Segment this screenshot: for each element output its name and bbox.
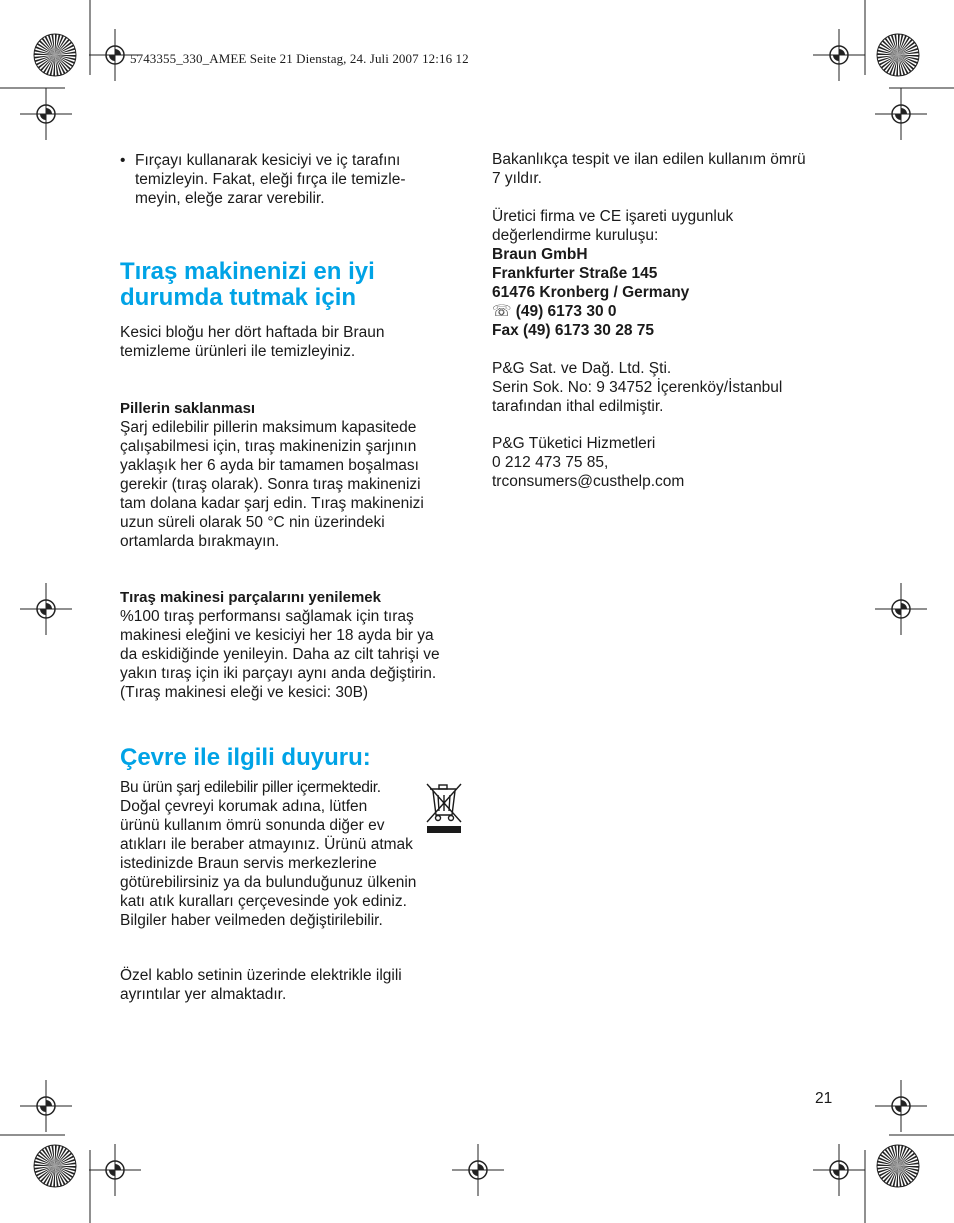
company-name: Braun GmbH xyxy=(492,246,588,263)
environment-heading: Çevre ile ilgili duyuru: xyxy=(120,744,371,771)
heading-line: Tıraş makinenizi en iyi xyxy=(120,258,375,285)
battery-line: ortamlarda bırakmayın. xyxy=(120,533,280,550)
company-phone: ☏ (49) 6173 30 0 xyxy=(492,303,617,320)
environment-line: Bu ürün şarj edilebilir piller içermektedir. xyxy=(120,779,381,796)
lifetime-line: 7 yıldır. xyxy=(492,170,542,187)
battery-line: uzun süreli olarak 50 °C nin üzerindeki xyxy=(120,514,385,531)
crossed-out-wheeled-bin-icon xyxy=(424,781,464,835)
registration-mark-icon xyxy=(875,88,927,140)
registration-mark-icon xyxy=(452,1144,504,1196)
battery-section xyxy=(120,399,470,551)
cable-note xyxy=(120,966,470,1004)
battery-line: gerekir (tıraş olarak). Sonra tıraş makinenizi xyxy=(120,476,421,493)
battery-line: Şarj edilebilir pillerin maksimum kapasitede xyxy=(120,419,417,436)
importer-line: Serin Sok. No: 9 34752 İçerenköy/İstanbul xyxy=(492,379,783,396)
battery-title: Pillerin saklanması xyxy=(120,400,256,417)
bullet-line: temizleyin. Fakat, eleği fırça ile temizle- xyxy=(135,171,406,188)
manufacturer-block xyxy=(492,207,852,340)
lifetime-note xyxy=(492,150,852,188)
registration-mark-icon xyxy=(813,1144,865,1196)
environment-line: istedinizde Braun servis merkezlerine xyxy=(120,855,377,872)
parts-line: yakın tıraş için iki parçayı aynı anda değiştirin. xyxy=(120,665,437,682)
bullet-line: meyin, eleğe zarar verebilir. xyxy=(135,190,325,207)
bullet-marker: • xyxy=(120,152,126,169)
service-phone: 0 212 473 75 85, xyxy=(492,454,609,471)
parts-line: (Tıraş makinesi eleği ve kesici: 30B) xyxy=(120,684,369,701)
color-calibration-starburst-icon xyxy=(34,1145,76,1187)
company-street: Frankfurter Straße 145 xyxy=(492,265,658,282)
parts-section xyxy=(120,588,470,702)
company-city: 61476 Kronberg / Germany xyxy=(492,284,690,301)
cleaning-bullet xyxy=(120,151,460,208)
registration-mark-icon xyxy=(20,583,72,635)
registration-mark-icon xyxy=(875,583,927,635)
importer-line: P&G Sat. ve Dağ. Ltd. Şti. xyxy=(492,360,672,377)
battery-line: çalışabilmesi için, tıraş makinenizin şarjının xyxy=(120,438,417,455)
manufacturer-intro-line: Üretici firma ve CE işareti uygunluk xyxy=(492,208,734,225)
color-calibration-starburst-icon xyxy=(34,34,76,76)
bullet-line: Fırçayı kullanarak kesiciyi ve iç tarafını xyxy=(135,152,401,169)
parts-line: makinesi eleğini ve kesiciyi her 18 ayda bir ya xyxy=(120,627,434,644)
registration-mark-icon xyxy=(813,29,865,81)
page-number: 21 xyxy=(815,1090,833,1107)
environment-line: götürebilirsiniz ya da bulunduğunuz ülkenin xyxy=(120,874,417,891)
service-line: P&G Tüketici Hizmetleri xyxy=(492,435,656,452)
battery-line: tam dolana kadar şarj edin. Tıraş makinenizi xyxy=(120,495,424,512)
company-fax: Fax (49) 6173 30 28 75 xyxy=(492,322,655,339)
importer-block xyxy=(492,359,852,416)
registration-mark-icon xyxy=(89,1144,141,1196)
color-calibration-starburst-icon xyxy=(877,1145,919,1187)
registration-mark-icon xyxy=(20,1080,72,1132)
lifetime-line: Bakanlıkça tespit ve ilan edilen kullanım ömrü xyxy=(492,151,806,168)
cable-note-line: Özel kablo setinin üzerinde elektrikle ilgili xyxy=(120,967,402,984)
importer-line: tarafından ithal edilmiştir. xyxy=(492,398,664,415)
maintenance-heading xyxy=(120,259,470,311)
intro-line: Kesici bloğu her dört haftada bir Braun xyxy=(120,324,385,341)
parts-line: %100 tıraş performansı sağlamak için tıraş xyxy=(120,608,414,625)
maintenance-intro xyxy=(120,323,470,361)
environment-line: Doğal çevreyi korumak adına, lütfen xyxy=(120,798,368,815)
color-calibration-starburst-icon xyxy=(877,34,919,76)
environment-text xyxy=(120,778,470,930)
environment-line: katı atık kuralları çerçevesinde yok ediniz. xyxy=(120,893,407,910)
heading-line: durumda tutmak için xyxy=(120,284,357,311)
environment-line: atıkları ile beraber atmayınız. Ürünü atmak xyxy=(120,836,413,853)
intro-line: temizleme ürünleri ile temizleyiniz. xyxy=(120,343,356,360)
environment-line: Bilgiler haber veilmeden değiştirilebilir. xyxy=(120,912,383,929)
manufacturer-intro-line: değerlendirme kuruluşu: xyxy=(492,227,659,244)
registration-mark-icon xyxy=(20,88,72,140)
parts-line: da eskidiğinde yenileyin. Daha az cilt tahrişi ve xyxy=(120,646,440,663)
service-email: trconsumers@custhelp.com xyxy=(492,473,685,490)
registration-mark-icon xyxy=(875,1080,927,1132)
environment-line: ürünü kullanım ömrü sonunda diğer ev xyxy=(120,817,385,834)
service-block xyxy=(492,434,852,491)
print-slug: 5743355_330_AMEE Seite 21 Dienstag, 24. Juli 2007 12:16 12 xyxy=(130,51,469,66)
cable-note-line: ayrıntılar yer almaktadır. xyxy=(120,986,287,1003)
parts-title: Tıraş makinesi parçalarını yenilemek xyxy=(120,589,381,606)
bullet-text xyxy=(135,151,460,208)
battery-line: yaklaşık her 6 ayda bir tamamen boşalması xyxy=(120,457,419,474)
